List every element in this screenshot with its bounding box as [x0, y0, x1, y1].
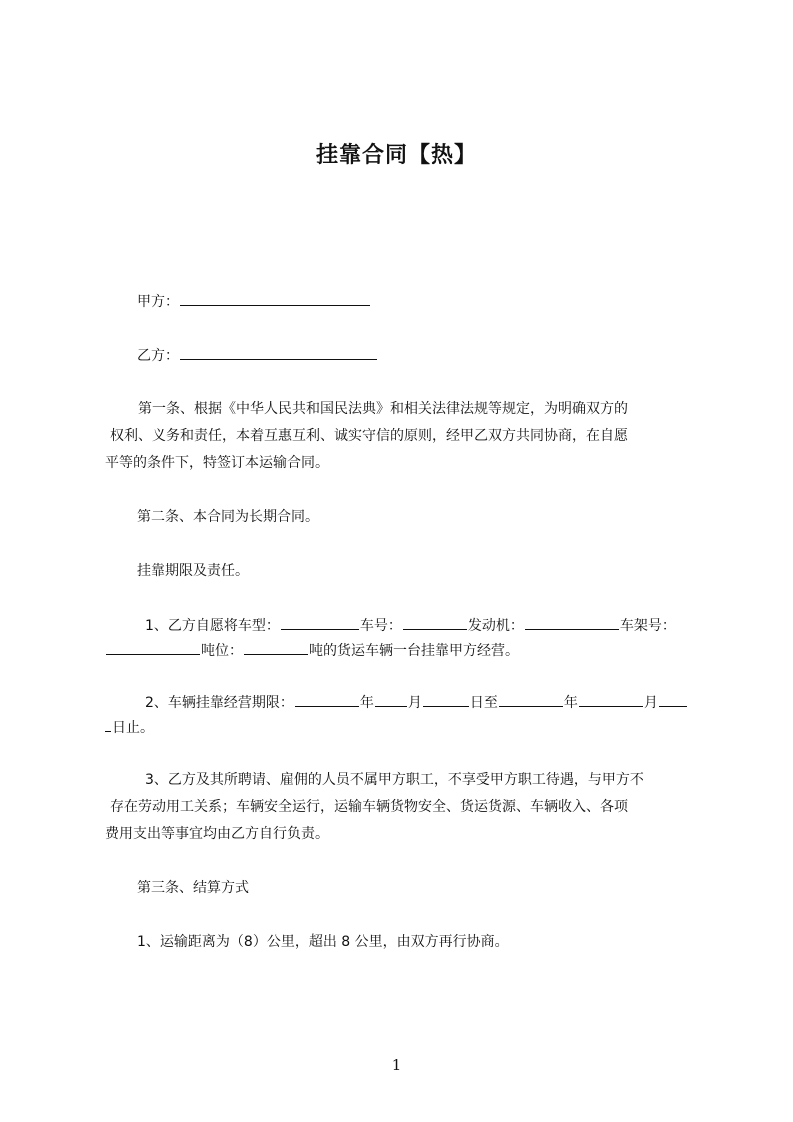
party-b-label: 乙方：: [137, 348, 179, 364]
end-year-blank: [499, 691, 563, 707]
item3-line1: 3、乙方及其所聘请、雇佣的人员不属甲方职工，不享受甲方职工待遇，与甲方不: [145, 772, 644, 788]
plate-label: 车号：: [359, 618, 402, 634]
start-month-label: 月: [407, 695, 422, 711]
frame-blank: [106, 639, 200, 655]
start-year-label: 年: [359, 695, 374, 711]
document-title: 挂靠合同【热】: [315, 143, 477, 168]
tonnage-blank: [244, 639, 308, 655]
vehicle-model-blank: [281, 614, 359, 630]
end-day-label: 日止。: [112, 720, 154, 736]
item1-prefix: 1、乙方自愿将车型：: [145, 618, 280, 634]
end-day-blank-cont: [105, 716, 111, 732]
end-month-blank: [579, 691, 643, 707]
item3-line2: 存在劳动用工关系；车辆安全运行，运输车辆货物安全、货运货源、车辆收入、各项: [110, 799, 628, 815]
engine-blank: [525, 614, 619, 630]
item1-line1: [145, 614, 676, 637]
article3: 第三条、结算方式: [137, 880, 249, 896]
item2-line2: [104, 716, 154, 739]
end-month-label: 月: [643, 695, 658, 711]
article1-line2: 权利、义务和责任，本着互惠互利、诚实守信的原则，经甲乙双方共同协商，在自愿: [110, 428, 628, 444]
term-heading: 挂靠期限及责任。: [137, 563, 249, 579]
party-a-label: 甲方：: [137, 294, 179, 310]
item2-line1: [145, 691, 688, 714]
start-day-label: 日至: [469, 695, 498, 711]
start-year-blank: [295, 691, 359, 707]
settlement-item1: 1、运输距离为（8）公里，超出 8 公里，由双方再行协商。: [137, 934, 509, 950]
party-a-blank: [180, 290, 370, 306]
tonnage-label: 吨位：: [201, 643, 243, 659]
party-b-line: [137, 344, 378, 367]
article1-line1: 第一条、根据《中华人民共和国民法典》和相关法律法规等规定，为明确双方的: [138, 401, 628, 417]
article2: 第二条、本合同为长期合同。: [137, 509, 319, 525]
frame-label: 车架号：: [619, 618, 676, 634]
start-day-blank: [423, 691, 469, 707]
start-month-blank: [375, 691, 407, 707]
end-day-blank: [659, 691, 687, 707]
plate-blank: [403, 614, 467, 630]
end-year-label: 年: [563, 695, 578, 711]
item1-line2: [105, 639, 519, 662]
item1-suffix: 吨的货运车辆一台挂靠甲方经营。: [309, 643, 519, 659]
engine-label: 发动机：: [467, 618, 524, 634]
party-b-blank: [180, 344, 377, 360]
item3-line3: 费用支出等事宜均由乙方自行负责。: [105, 826, 329, 842]
article1-line3: 平等的条件下，特签订本运输合同。: [105, 455, 329, 471]
party-a-line: [137, 290, 371, 313]
item2-prefix: 2、车辆挂靠经营期限：: [145, 695, 294, 711]
page-number: 1: [391, 1056, 402, 1074]
